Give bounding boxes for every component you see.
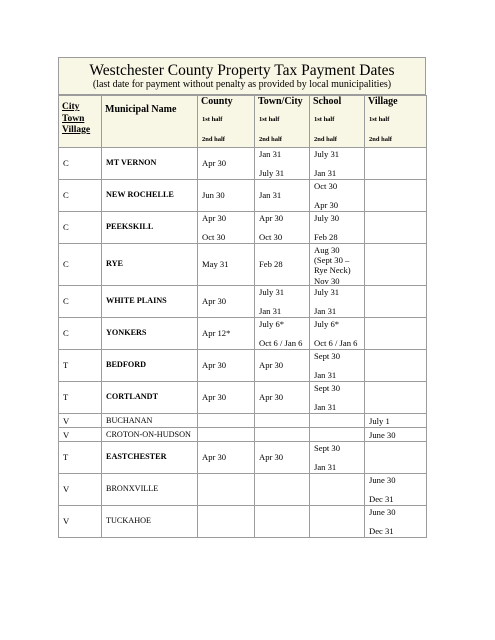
school-value: Oct 6 / Jan 6 (314, 338, 358, 348)
village-value: June 30 (369, 430, 396, 440)
town-city-date-cell (255, 212, 310, 244)
municipality-name-cell (102, 414, 198, 428)
school-value: July 6* (314, 319, 340, 329)
municipality-name-cell (102, 212, 198, 244)
table-row (59, 350, 427, 382)
school-value: Jan 31 (314, 370, 337, 380)
town-city-date-cell (255, 318, 310, 350)
county-value: Apr 30 (202, 452, 227, 462)
school-date-cell (310, 244, 365, 286)
town-city-date-cell (255, 244, 310, 286)
town-city-date-cell (255, 180, 310, 212)
town-value: Jan 31 (259, 306, 282, 316)
municipal-column-header: Municipal Name (102, 96, 198, 148)
town-city-date-cell (255, 286, 310, 318)
town-value: Oct 30 (259, 232, 283, 242)
school-value: Rye Neck) (314, 265, 351, 276)
village-date-cell (365, 180, 427, 212)
municipality-name-cell (102, 382, 198, 414)
table-row (59, 148, 427, 180)
municipality-name-cell (102, 506, 198, 538)
school-date-cell (310, 382, 365, 414)
town-value: July 6* (259, 319, 285, 329)
municipality-type-cell (59, 244, 102, 286)
type-town-label: Town (62, 113, 85, 124)
type-value: C (63, 328, 69, 338)
second-half-label: 2nd half (259, 136, 282, 143)
municipality-type-cell (59, 148, 102, 180)
village-date-cell (365, 428, 427, 442)
county-label: County (201, 96, 233, 107)
table-row (59, 428, 427, 442)
school-value: July 30 (314, 213, 340, 223)
type-value: C (63, 259, 69, 269)
county-date-cell (198, 212, 255, 244)
first-half-label: 1st half (202, 116, 223, 123)
page-title: Westchester County Property Tax Payment Dates (89, 62, 395, 79)
village-value: June 30 (369, 475, 396, 485)
town-city-date-cell (255, 474, 310, 506)
county-date-cell (198, 318, 255, 350)
village-date-cell (365, 148, 427, 180)
school-value: Sept 30 (314, 383, 341, 393)
second-half-label: 2nd half (369, 136, 392, 143)
table-row (59, 442, 427, 474)
town-city-date-cell (255, 414, 310, 428)
village-date-cell (365, 286, 427, 318)
county-value: Apr 30 (202, 158, 227, 168)
name-value: BRONXVILLE (106, 484, 159, 493)
village-value: June 30 (369, 507, 396, 517)
municipality-type-cell (59, 180, 102, 212)
village-date-cell (365, 414, 427, 428)
school-value: (Sept 30 – (314, 255, 350, 266)
town-city-label: Town/City (258, 96, 303, 107)
town-city-date-cell (255, 428, 310, 442)
town-city-column-header (255, 96, 310, 148)
first-half-label: 1st half (369, 116, 390, 123)
county-value: May 31 (202, 259, 229, 269)
school-date-cell (310, 474, 365, 506)
county-date-cell (198, 350, 255, 382)
school-value: July 31 (314, 149, 340, 159)
type-city-label: City (62, 102, 80, 112)
table-row (59, 318, 427, 350)
village-date-cell (365, 506, 427, 538)
school-value: Nov 30 (314, 275, 340, 286)
county-date-cell (198, 382, 255, 414)
village-date-cell (365, 442, 427, 474)
municipality-type-cell (59, 318, 102, 350)
town-value: Feb 28 (259, 259, 283, 269)
name-value: NEW ROCHELLE (106, 190, 174, 199)
school-date-cell (310, 212, 365, 244)
municipality-name-cell (102, 474, 198, 506)
school-date-cell (310, 286, 365, 318)
village-date-cell (365, 212, 427, 244)
town-value: July 31 (259, 287, 285, 297)
village-date-cell (365, 350, 427, 382)
name-value: CORTLANDT (106, 392, 159, 401)
school-value: July 31 (314, 287, 340, 297)
page-subtitle: (last date for payment without penalty as provided by local municipalities) (92, 79, 392, 90)
school-date-cell (310, 506, 365, 538)
name-value: BUCHANAN (106, 416, 153, 425)
type-column-header (59, 96, 102, 148)
municipality-type-cell (59, 428, 102, 442)
first-half-label: 1st half (314, 116, 335, 123)
school-label: School (313, 96, 342, 107)
school-value: Feb 28 (314, 232, 338, 242)
table-row (59, 474, 427, 506)
village-value: Dec 31 (369, 494, 394, 504)
table-row (59, 180, 427, 212)
municipality-name-cell (102, 350, 198, 382)
county-value: Jun 30 (202, 190, 225, 200)
county-date-cell (198, 442, 255, 474)
type-value: C (63, 158, 69, 168)
school-value: Aug 30 (314, 245, 340, 255)
municipality-type-cell (59, 350, 102, 382)
first-half-label: 1st half (259, 116, 280, 123)
village-date-cell (365, 382, 427, 414)
town-value: Apr 30 (259, 452, 284, 462)
name-value: TUCKAHOE (106, 516, 152, 525)
type-village-label: Village (62, 125, 91, 135)
type-value: T (63, 392, 69, 402)
type-value: C (63, 190, 69, 200)
county-date-cell (198, 414, 255, 428)
school-value: Oct 30 (314, 181, 338, 191)
village-value: July 1 (369, 416, 390, 426)
table-row (59, 286, 427, 318)
county-date-cell (198, 286, 255, 318)
town-value: July 31 (259, 168, 285, 178)
village-value: Dec 31 (369, 526, 394, 536)
village-date-cell (365, 244, 427, 286)
county-date-cell (198, 506, 255, 538)
school-value: Jan 31 (314, 462, 337, 472)
municipality-name-cell (102, 244, 198, 286)
county-date-cell (198, 180, 255, 212)
county-value: Apr 30 (202, 392, 227, 402)
type-value: V (63, 516, 70, 526)
school-date-cell (310, 442, 365, 474)
school-value: Jan 31 (314, 168, 337, 178)
table-row (59, 212, 427, 244)
town-city-date-cell (255, 382, 310, 414)
county-date-cell (198, 148, 255, 180)
school-value: Jan 31 (314, 306, 337, 316)
school-date-cell (310, 428, 365, 442)
village-column-header (365, 96, 427, 148)
county-value: Apr 30 (202, 296, 227, 306)
municipality-type-cell (59, 382, 102, 414)
municipality-name-cell (102, 318, 198, 350)
municipality-name-cell (102, 148, 198, 180)
town-city-date-cell (255, 442, 310, 474)
type-value: V (63, 416, 70, 426)
school-value: Sept 30 (314, 351, 341, 361)
municipality-name-cell (102, 442, 198, 474)
county-date-cell (198, 474, 255, 506)
municipality-name-cell (102, 286, 198, 318)
table-body (59, 148, 427, 538)
name-value: EASTCHESTER (106, 452, 167, 461)
table-row (59, 414, 427, 428)
village-date-cell (365, 474, 427, 506)
school-value: Apr 30 (314, 200, 339, 210)
name-value: PEEKSKILL (106, 222, 154, 231)
type-value: C (63, 222, 69, 232)
title-box (58, 57, 426, 95)
county-date-cell (198, 428, 255, 442)
county-date-cell (198, 244, 255, 286)
tax-dates-table (58, 95, 427, 538)
name-value: BEDFORD (106, 360, 147, 369)
municipality-type-cell (59, 506, 102, 538)
town-value: Apr 30 (259, 392, 284, 402)
town-value: Jan 31 (259, 190, 282, 200)
name-value: RYE (106, 259, 123, 268)
county-column-header (198, 96, 255, 148)
type-value: T (63, 360, 69, 370)
municipality-type-cell (59, 414, 102, 428)
type-value: C (63, 296, 69, 306)
name-value: WHITE PLAINS (106, 296, 167, 305)
school-date-cell (310, 414, 365, 428)
name-value: MT VERNON (106, 158, 157, 167)
tax-dates-document (58, 57, 426, 538)
county-value: Apr 30 (202, 360, 227, 370)
county-value: Apr 30 (202, 213, 227, 223)
table-row (59, 382, 427, 414)
municipality-type-cell (59, 474, 102, 506)
county-value: Oct 30 (202, 232, 226, 242)
school-date-cell (310, 180, 365, 212)
school-date-cell (310, 148, 365, 180)
second-half-label: 2nd half (202, 136, 225, 143)
type-value: T (63, 452, 69, 462)
town-value: Apr 30 (259, 213, 284, 223)
type-value: V (63, 430, 70, 440)
town-city-date-cell (255, 148, 310, 180)
town-city-date-cell (255, 350, 310, 382)
school-value: Jan 31 (314, 402, 337, 412)
table-header-row (59, 96, 427, 148)
school-date-cell (310, 350, 365, 382)
name-value: CROTON-ON-HUDSON (106, 430, 191, 439)
town-city-date-cell (255, 506, 310, 538)
school-date-cell (310, 318, 365, 350)
county-value: Apr 12* (202, 328, 231, 338)
second-half-label: 2nd half (314, 136, 337, 143)
table-row (59, 244, 427, 286)
name-value: YONKERS (106, 328, 147, 337)
municipality-type-cell (59, 212, 102, 244)
school-column-header (310, 96, 365, 148)
town-value: Apr 30 (259, 360, 284, 370)
municipality-name-cell (102, 428, 198, 442)
table-row (59, 506, 427, 538)
town-value: Jan 31 (259, 149, 282, 159)
town-value: Oct 6 / Jan 6 (259, 338, 303, 348)
village-label: Village (368, 96, 398, 107)
school-value: Sept 30 (314, 443, 341, 453)
municipality-type-cell (59, 442, 102, 474)
municipality-name-cell (102, 180, 198, 212)
type-value: V (63, 484, 70, 494)
village-date-cell (365, 318, 427, 350)
municipality-type-cell (59, 286, 102, 318)
